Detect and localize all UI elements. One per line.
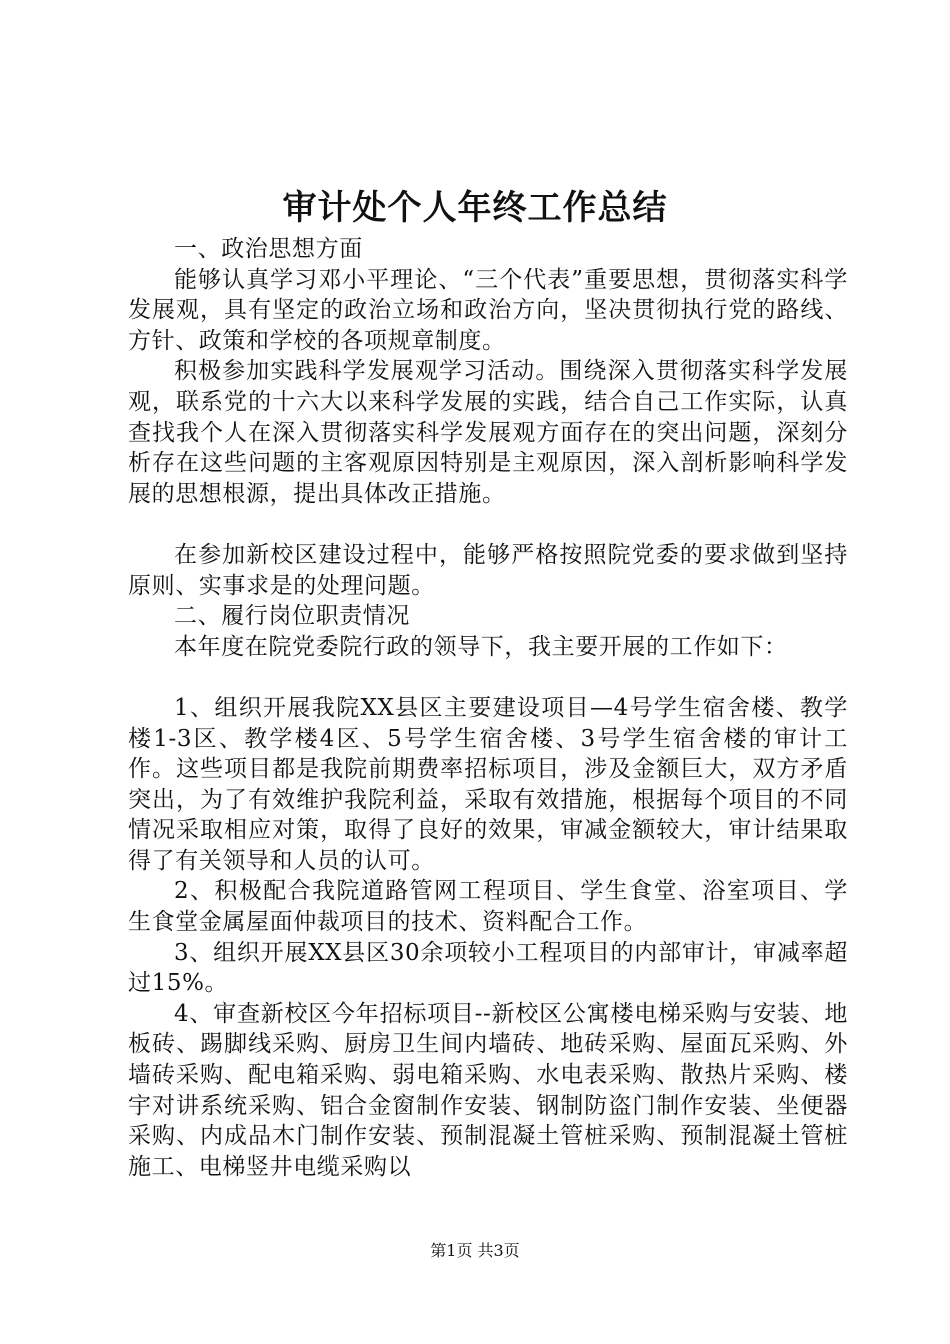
blank-line [128, 662, 848, 693]
blank-line [128, 509, 848, 540]
section-heading-duties: 二、履行岗位职责情况 [174, 603, 410, 630]
list-item: 3、组织开展XX县区30余项较小工程项目的内部审计，审减率超过15%。 [128, 939, 848, 997]
page-number-footer: 第1页 共3页 [430, 1241, 520, 1260]
document-body [128, 234, 848, 1182]
paragraph: 能够认真学习邓小平理论、“三个代表”重要思想，贯彻落实科学发展观，具有坚定的政治立场和政治方向，坚决贯彻执行党的路线、方针、政策和学校的各项规章制度。 [128, 266, 848, 354]
list-item: 2、积极配合我院道路管网工程项目、学生食堂、浴室项目、学生食堂金属屋面仲裁项目的技术、资料配合工作。 [128, 878, 848, 936]
list-item: 1、组织开展我院XX县区主要建设项目—4号学生宿舍楼、教学楼1-3区、教学楼4区、5号学生宿舍楼、3号学生宿舍楼的审计工作。这些项目都是我院前期费率招标项目，涉及金额巨大，双方矛盾突出，为了有效维护我院利益，采取有效措施，根据每个项目的不同情况采取相应对策，取得了良好的效果，审减金额较大，审计结果取得了有关领导和人员的认可。 [128, 694, 848, 874]
paragraph: 本年度在院党委院行政的领导下，我主要开展的工作如下： [174, 633, 788, 660]
paragraph: 积极参加实践科学发展观学习活动。围绕深入贯彻落实科学发展观，联系党的十六大以来科学发展的实践，结合自己工作实际，认真查找我个人在深入贯彻落实科学发展观方面存在的突出问题，深刻分析存在这些问题的主客观原因特别是主观原因，深入剖析影响科学发展的思想根源，提出具体改正措施。 [128, 358, 848, 507]
paragraph: 在参加新校区建设过程中，能够严格按照院党委的要求做到坚持原则、实事求是的处理问题。 [128, 541, 848, 599]
document-title: 审计处个人年终工作总结 [282, 188, 668, 228]
section-heading-politics: 一、政治思想方面 [174, 236, 363, 262]
list-item: 4、审查新校区今年招标项目--新校区公寓楼电梯采购与安装、地板砖、踢脚线采购、厨房卫生间内墙砖、地砖采购、屋面瓦采购、外墙砖采购、配电箱采购、弱电箱采购、水电表采购、散热片采购、楼宇对讲系统采购、铝合金窗制作安装、钢制防盗门制作安装、坐便器采购、内成品木门制作安装、预制混凝土管桩采购、预制混凝土管桩施工、电梯竖井电缆采购以 [128, 1000, 848, 1180]
